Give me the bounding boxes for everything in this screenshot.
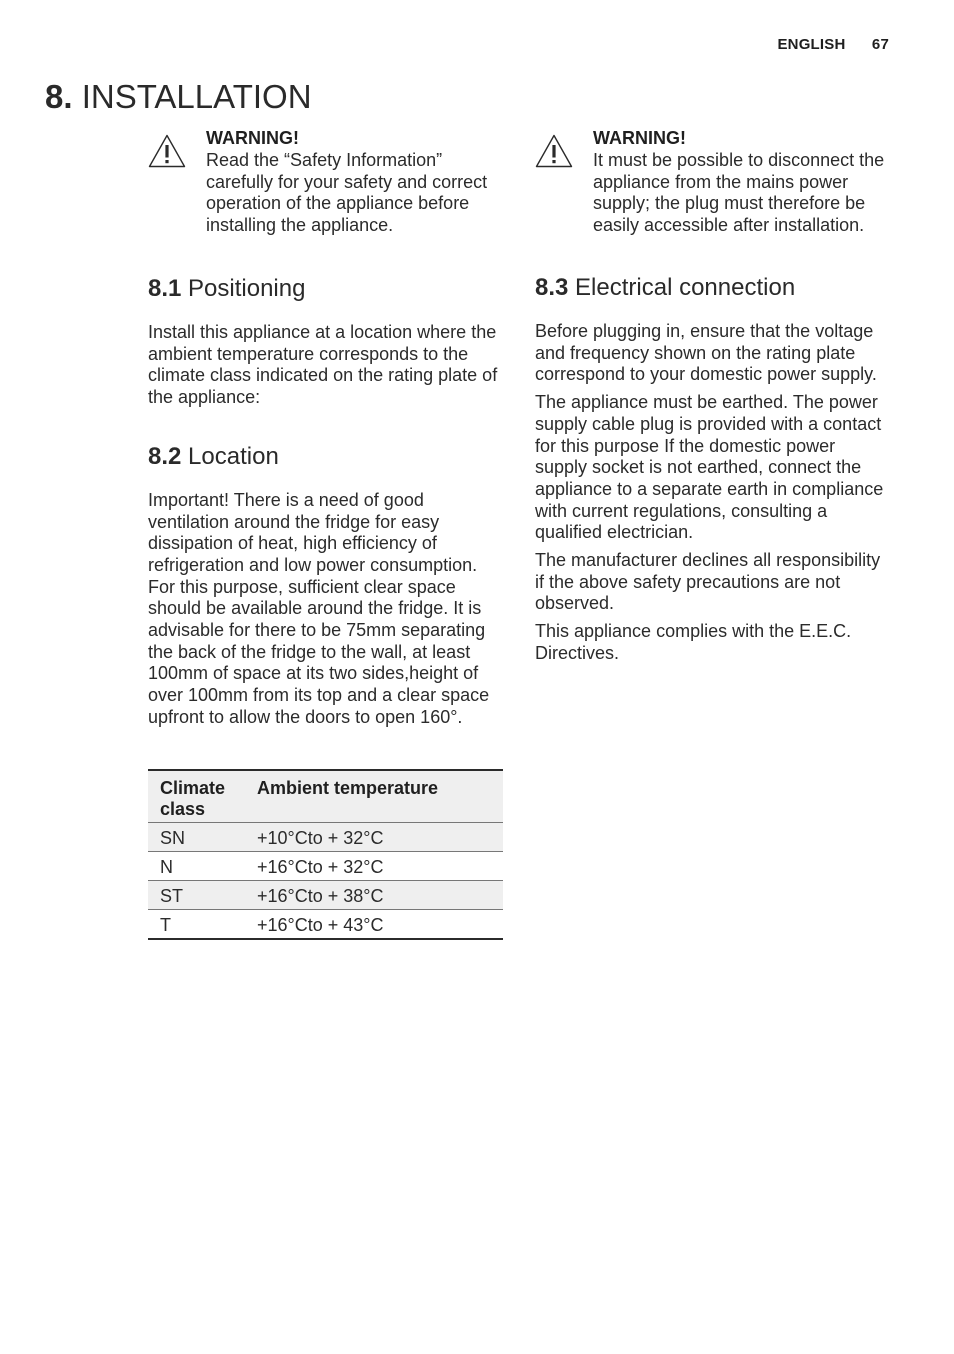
section-heading [535,274,887,302]
climate-class-cell: ST [148,880,245,909]
section-electrical-connection [535,274,887,665]
column-header: Ambient temperature [245,770,503,823]
table-row [148,909,503,939]
temperature-cell: +16°Cto + 32°C [245,851,503,880]
chapter-title [45,78,312,116]
temperature-cell: +10°Cto + 32°C [245,822,503,851]
section-title: Location [188,442,279,470]
climate-class-cell: T [148,909,245,939]
table-row [148,851,503,880]
climate-class-table [148,769,503,940]
temperature-cell: +16°Cto + 43°C [245,909,503,939]
electrical-paragraph: Before plugging in, ensure that the voltage and frequency shown on the rating plate correspond to your domestic power supply. [535,320,877,385]
climate-class-cell: SN [148,822,245,851]
section-location [148,443,504,729]
warning-triangle-icon [148,134,186,168]
warning-box [535,128,887,237]
page-number: 67 [871,36,889,53]
chapter-number: 8. [45,78,73,115]
warning-triangle-icon [535,134,573,168]
chapter-title-text: INSTALLATION [81,78,312,115]
warning-text: Read the “Safety Information” carefully for your safety and correct operation of the appliance before installing the appliance. [206,149,488,236]
page-header [777,36,889,53]
section-positioning [148,275,504,409]
section-title: Positioning [188,274,306,302]
location-text: Important! There is a need of good ventilation around the fridge for easy dissipation of heat, high efficiency of refrigeration and low power consumption. For this purpose, sufficient clear space should be available around the fridge. It is advisable for there to be 75mm separating the back of the fridge to the wall, at least 100mm of space at its two sides,height of over 100mm from its top and a clear space upfront to allow the doors to open 160°. [148,489,490,727]
section-heading [148,275,504,303]
table-row [148,880,503,909]
table-row [148,822,503,851]
climate-class-cell: N [148,851,245,880]
warning-text: It must be possible to disconnect the appliance from the mains power supply; the plug must therefore be easily accessible after installation. [593,149,885,236]
electrical-paragraph: The manufacturer declines all responsibility if the above safety precautions are not observed. [535,550,881,614]
warning-box [148,128,504,237]
temperature-cell: +16°Cto + 38°C [245,880,503,909]
section-number: 8.3 [535,273,569,301]
language-label: ENGLISH [777,36,846,53]
section-number: 8.1 [148,274,182,302]
section-number: 8.2 [148,442,182,470]
section-title: Electrical connection [575,273,796,301]
table-header-row [148,770,503,823]
electrical-paragraph: This appliance complies with the E.E.C. Directives. [535,621,852,663]
electrical-paragraph: The appliance must be earthed. The power supply cable plug is provided with a contact for this purpose If the domestic power supply socket is not earthed, connect the appliance to a separate earth in compliance with current regulations, consulting a qualified electrician. [535,392,884,543]
left-column [148,128,504,940]
right-column [535,128,887,665]
warning-title: WARNING! [206,128,299,148]
column-header: Climate class [148,770,245,823]
positioning-text: Install this appliance at a location where the ambient temperature corresponds to the climate class indicated on the rating plate of the appliance: [148,321,498,408]
warning-title: WARNING! [593,128,686,148]
section-heading [148,443,504,471]
